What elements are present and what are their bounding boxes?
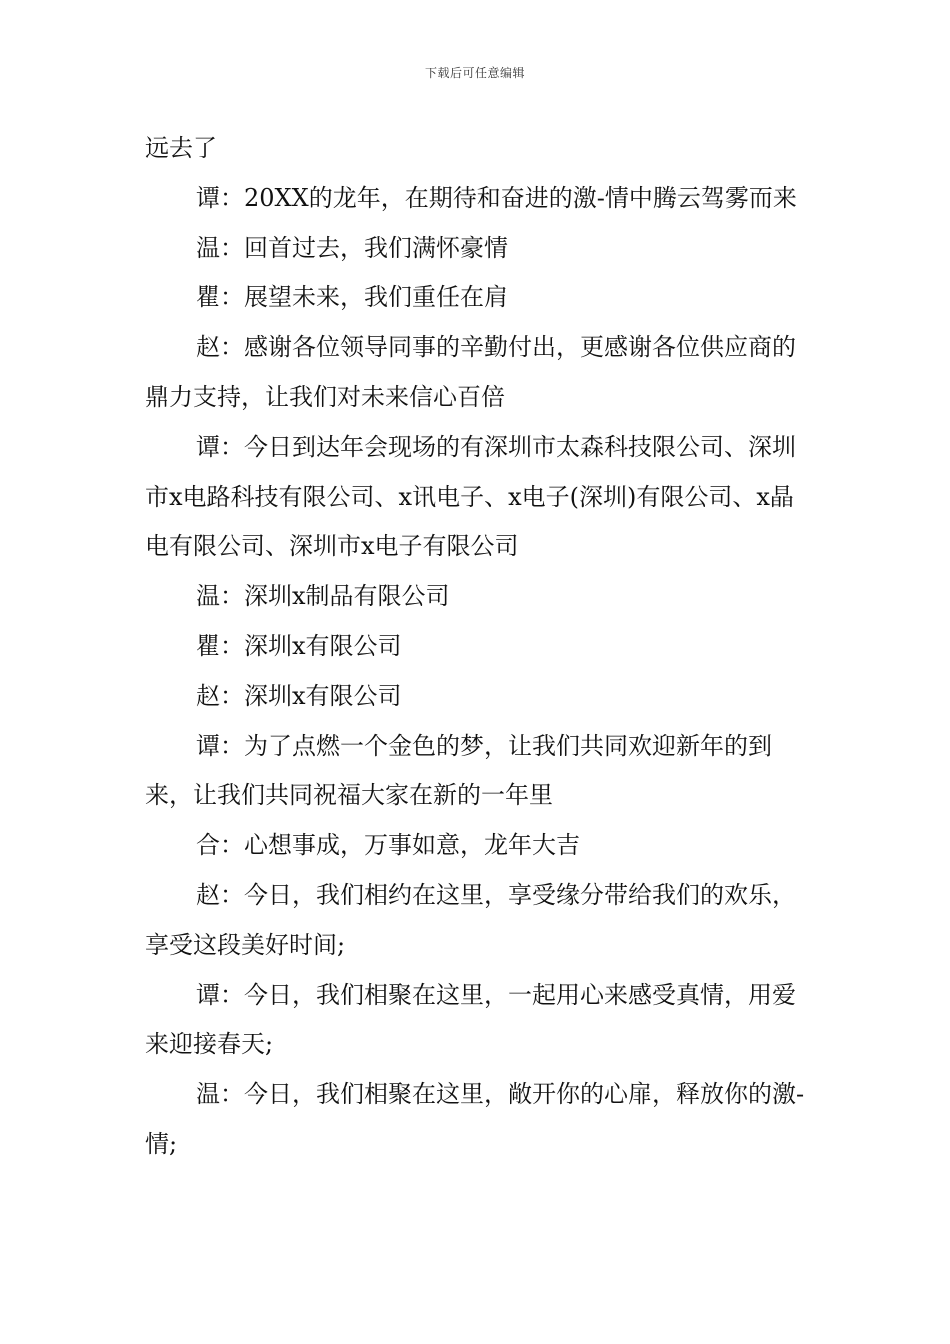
- paragraph: 温：回首过去，我们满怀豪情: [196, 233, 508, 262]
- paragraph: 温：今日，我们相聚在这里，敞开你的心扉，释放你的激-情;: [145, 1080, 805, 1158]
- page-header: 下载后可任意编辑: [424, 66, 525, 80]
- paragraph: 瞿：深圳x有限公司: [196, 631, 402, 660]
- paragraph: 谭：为了点燃一个金色的梦，让我们共同欢迎新年的到来，让我们共同祝福大家在新的一年里: [145, 731, 772, 810]
- paragraph: 温：深圳x制品有限公司: [196, 582, 450, 611]
- paragraph: 远去了: [145, 134, 217, 162]
- paragraph: 谭：今日到达年会现场的有深圳市太森科技限公司、深圳市x电路科技有限公司、x讯电子、x电子(深圳)有限公司、x晶电有限公司、深圳市x电子有限公司: [145, 432, 796, 561]
- document-body: [145, 124, 810, 1170]
- paragraph: 谭：20XX的龙年，在期待和奋进的激-情中腾云驾雾而来: [196, 183, 797, 212]
- paragraph: 赵：感谢各位领导同事的辛勤付出，更感谢各位供应商的鼎力支持，让我们对未来信心百倍: [145, 333, 796, 411]
- paragraph: 谭：今日，我们相聚在这里，一起用心来感受真情，用爱来迎接春天;: [145, 980, 796, 1059]
- paragraph: 合：心想事成，万事如意，龙年大吉: [196, 831, 580, 860]
- paragraph: 赵：深圳x有限公司: [196, 681, 402, 710]
- paragraph: 瞿：展望未来，我们重任在肩: [196, 283, 508, 312]
- paragraph: 赵：今日，我们相约在这里，享受缘分带给我们的欢乐，享受这段美好时间;: [145, 880, 796, 959]
